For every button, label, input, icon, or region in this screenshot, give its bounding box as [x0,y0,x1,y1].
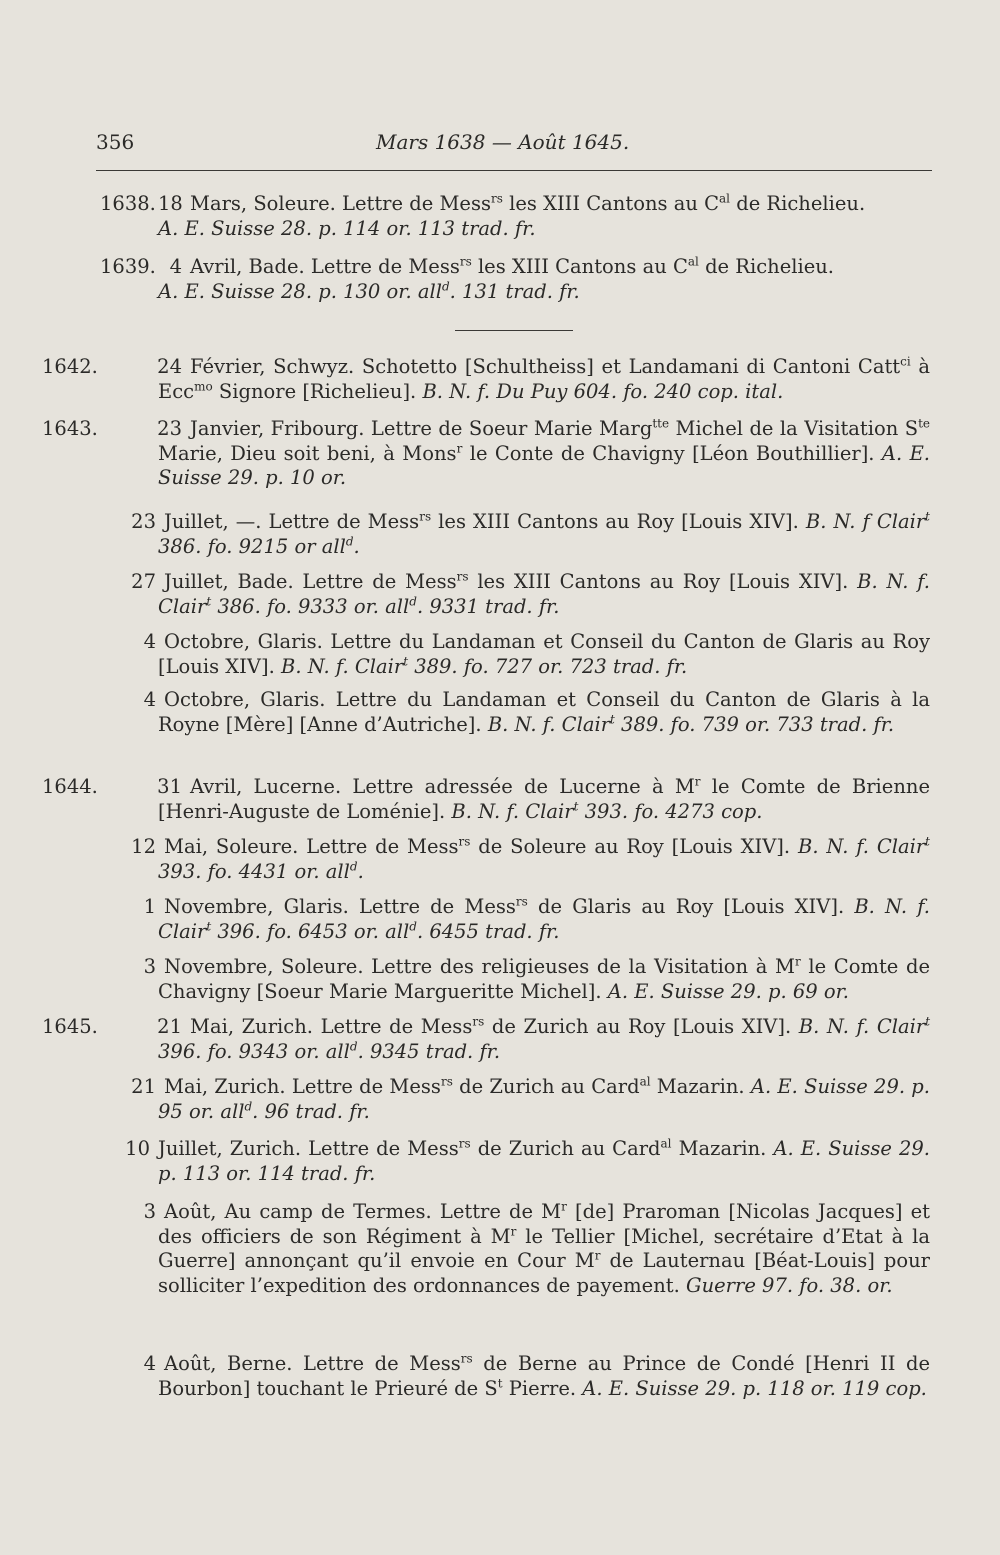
entry-1645-08-04: 4 Août, Berne. Lettre de Mess$^{rs}$ de Berne au Prince de Condé [Henri II de Bourbon] touchant le Prieuré de $S^t$ Pierre. A. E. Suisse 29. p. 118 or. 119 cop. [100,1352,930,1401]
entry-day: 21 [131,1075,156,1098]
superscript: al [719,191,731,206]
entry-day: 27 [131,570,156,593]
entry-text: Janvier, Fribourg. Lettre de Soeur Marie Marg [190,417,653,440]
archive-reference: A. E. Suisse 29. p. 95 or. all$^d$. 96 trad. fr. [158,1075,930,1123]
entry-text: les XIII Cantons au C [471,255,688,278]
entry-year: 1644. [42,775,98,798]
superscript: al [687,254,699,269]
entry-text: de Richelieu. [730,192,866,215]
entry-year: 1639. [100,255,156,278]
entry-year: 1638. [100,192,156,215]
entry-day: 21 [157,1015,182,1038]
entry-day: 12 [131,835,156,858]
entry-text: Mars, Soleure. Lettre de Mess [190,192,491,215]
entry-day: 10 [125,1137,150,1160]
entry-1643-07-23: 23 Juillet, —. Lettre de Mess$^{rs}$ les XIII Cantons au Roy [Louis XIV]. B. N. f Clair$^t$ 386. fo. 9215 or all$^d$. [131,509,930,558]
entry-year: 1643. [42,417,98,440]
entry-text: Août, Au camp de Termes. Lettre de M [164,1200,562,1223]
entry-1645-05-21-mazarin: 21 Mai, Zurich. Lettre de Mess$^{rs}$ de Zurich au Card$^{al}$ Mazarin. A. E. Suisse 29. p. 95 or. all$^d$. 96 trad. fr. [131,1074,930,1123]
entry-1643-07-27: 27 Juillet, Bade. Lettre de Mess$^{rs}$ les XIII Cantons au Roy [Louis XIV]. B. N. f. Clair$^t$ 386. fo. 9333 or. all$^d$. 9331 trad. fr. [131,569,930,618]
entry-text: Novembre, Soleure. Lettre des religieuses de la Visitation à M [164,955,795,978]
entry-year: 1645. [42,1015,98,1038]
archive-reference: B. N. f. Clair$^t$ 386. fo. 9333 or. all$^d$. 9331 trad. fr. [158,570,930,618]
entry-1644-05-12: 12 Mai, Soleure. Lettre de Mess$^{rs}$ de Soleure au Roy [Louis XIV]. B. N. f. Clair$^t$ 393. fo. 4431 or. all$^d$. [131,834,930,883]
entry-1643-10-04-royne [100,688,930,737]
entry-day: 3 [143,1200,156,1223]
entry-1642-02-24: 1642. 24 Février, Schwyz. Schotetto [Schultheiss] et Landamani di Cantoni Catt$^{ci}$ à Ecc$^{mo}$ Signore [Richelieu]. B. N. f. Du Puy 604. fo. 240 cop. ital. [42,354,931,403]
entry-text: Février, Schwyz. Schotetto [Schultheiss] et Landamani di Cantoni Catt [190,355,901,378]
archive-reference: A. E. Suisse 28. p. 114 or. 113 trad. fr. [158,216,536,240]
entry-1645-07-10: 10 Juillet, Zurich. Lettre de Mess$^{rs}$ de Zurich au Card$^{al}$ Mazarin. A. E. Suisse 29. p. 113 or. 114 trad. fr. [125,1136,930,1185]
entry-1644-04-31: 1644. 31 Avril, Lucerne. Lettre adressée de Lucerne à $M^r$ le Comte de Brienne [Henri-Auguste de Loménie]. B. N. f. Clair$^t$ 393. fo. 4273 cop. [42,774,930,823]
archive-reference: B. N. f. Clair$^t$ 393. fo. 4431 or. all$^d$. [158,834,930,883]
entry-year: 1642. [42,355,98,378]
entry-1644-11-03: 3 Novembre, Soleure. Lettre des religieuses de la Visitation à $M^r$ le Comte de Chavigny [Soeur Marie Margueritte Michel]. A. E. Suisse 29. p. 69 or. [100,955,930,1004]
entry-day: 4 [169,255,182,278]
archive-reference: B. N. f. Clair$^t$ 396. fo. 9343 or. all$^d$. 9345 trad. fr. [158,1014,931,1063]
archive-reference: A. E. Suisse 29. p. 113 or. 114 trad. fr. [158,1137,930,1185]
entry-text: Août, Berne. Lettre de Mess [164,1352,461,1375]
entry-day: 4 [143,1352,156,1375]
entry-text: Mai, Zurich. Lettre de Mess [190,1015,473,1038]
entry-text: Juillet, Bade. Lettre de Mess [164,570,457,593]
entry-text: de Richelieu. [698,255,835,278]
entry-1639-04-04 [100,255,930,304]
entry-text: Octobre, Glaris. Lettre du Landaman et Conseil du Canton de Glaris au Roy [Louis XIV]. [158,630,930,678]
entry-text: Avril, Lucerne. Lettre adressée de Lucerne à M [190,775,695,798]
entry-text: Mai, Soleure. Lettre de Mess [164,835,459,858]
entry-text: Juillet, —. Lettre de Mess [164,510,420,533]
page-number: 356 [96,130,135,154]
entry-text: Avril, Bade. Lettre de Mess [190,255,460,278]
entry-text: les XIII Cantons au C [502,192,720,215]
archive-reference: Guerre 97. fo. 38. or. [686,1273,893,1297]
entry-day: 4 [143,688,156,711]
archive-reference: A. E. Suisse 29. p. 69 or. [607,979,850,1003]
archive-reference: B. N. f. Du Puy 604. fo. 240 cop. ital. [422,379,784,403]
superscript: rs [459,254,472,269]
archive-reference: B. N. f. Clair$^t$ 393. fo. 4273 cop. [451,799,763,823]
entry-day: 1 [143,895,156,918]
entry-day: 18 [158,192,183,215]
archive-reference: A. E. Suisse 28. p. 130 or. all$^d$. 131 trad. fr. [158,279,580,303]
entry-1645-08-03: 3 Août, Au camp de Termes. Lettre de $M^r$ [de] Praroman [Nicolas Jacques] et des officiers de son Régiment à $M^r$ le Tellier [Michel, secrétaire d’Etat à la Guerre] annonçant qu’il envoie en Cour $M^r$ de Lauternau [Béat-Louis] pour solliciter l’expedition des ordonnances de payement. Guerre 97. fo. 38. or. [100,1200,930,1298]
running-title: Mars 1638 — Août 1645. [376,130,630,154]
entry-day: 3 [143,955,156,978]
entry-1644-11-01: 1 Novembre, Glaris. Lettre de Mess$^{rs}$ de Glaris au Roy [Louis XIV]. B. N. f. Clair$^t$ 396. fo. 6453 or. all$^d$. 6455 trad. fr. [100,895,930,944]
superscript: rs [490,191,503,206]
entry-1645-05-21-roy: 1645. 21 Mai, Zurich. Lettre de Mess$^{rs}$ de Zurich au Roy [Louis XIV]. B. N. f. Clair$^t$ 396. fo. 9343 or. all$^d$. 9345 trad. fr. [42,1014,931,1063]
section-divider [455,330,573,331]
archive-reference: B. N. f Clair$^t$ 386. fo. 9215 or all$^d$. [158,509,930,558]
entry-day: 24 [157,355,182,378]
header-rule [96,170,932,171]
archive-reference: B. N. f. Clair$^t$ 389. fo. 739 or. 733 trad. fr. [487,712,895,736]
entry-day: 31 [157,775,182,798]
entry-1643-10-04-roy [100,630,930,679]
entry-day: 23 [157,417,182,440]
entry-day: 23 [131,510,156,533]
archive-reference: B. N. f. Clair$^t$ 396. fo. 6453 or. all$^d$. 6455 trad. fr. [158,895,930,943]
entry-1638-03-18 [100,192,930,241]
entry-1643-01-23: 1643. 23 Janvier, Fribourg. Lettre de Soeur Marie Marg$^{tte}$ Michel de la Visitation $S^{te}$ Marie, Dieu soit beni, à Mons$^r$ le Conte de Chavigny [Léon Bouthillier]. A. E. Suisse 29. p. 10 or. [42,416,931,489]
entry-text: Octobre, Glaris. Lettre du Landaman et Conseil du Canton de Glaris à la Royne [Mère] [Anne d’Autriche]. [158,688,930,736]
entry-day: 4 [143,630,156,653]
archive-reference: A. E. Suisse 29. p. 118 or. 119 cop. [582,1376,927,1400]
entry-text: Novembre, Glaris. Lettre de Mess [164,895,516,918]
entry-text: Mai, Zurich. Lettre de Mess [164,1075,441,1098]
entry-text: Juillet, Zurich. Lettre de Mess [158,1137,459,1160]
archive-reference: B. N. f. Clair$^t$ 389. fo. 727 or. 723 trad. fr. [280,654,688,678]
page-header [96,126,928,166]
archive-reference: A. E. Suisse 29. p. 10 or. [158,441,931,489]
